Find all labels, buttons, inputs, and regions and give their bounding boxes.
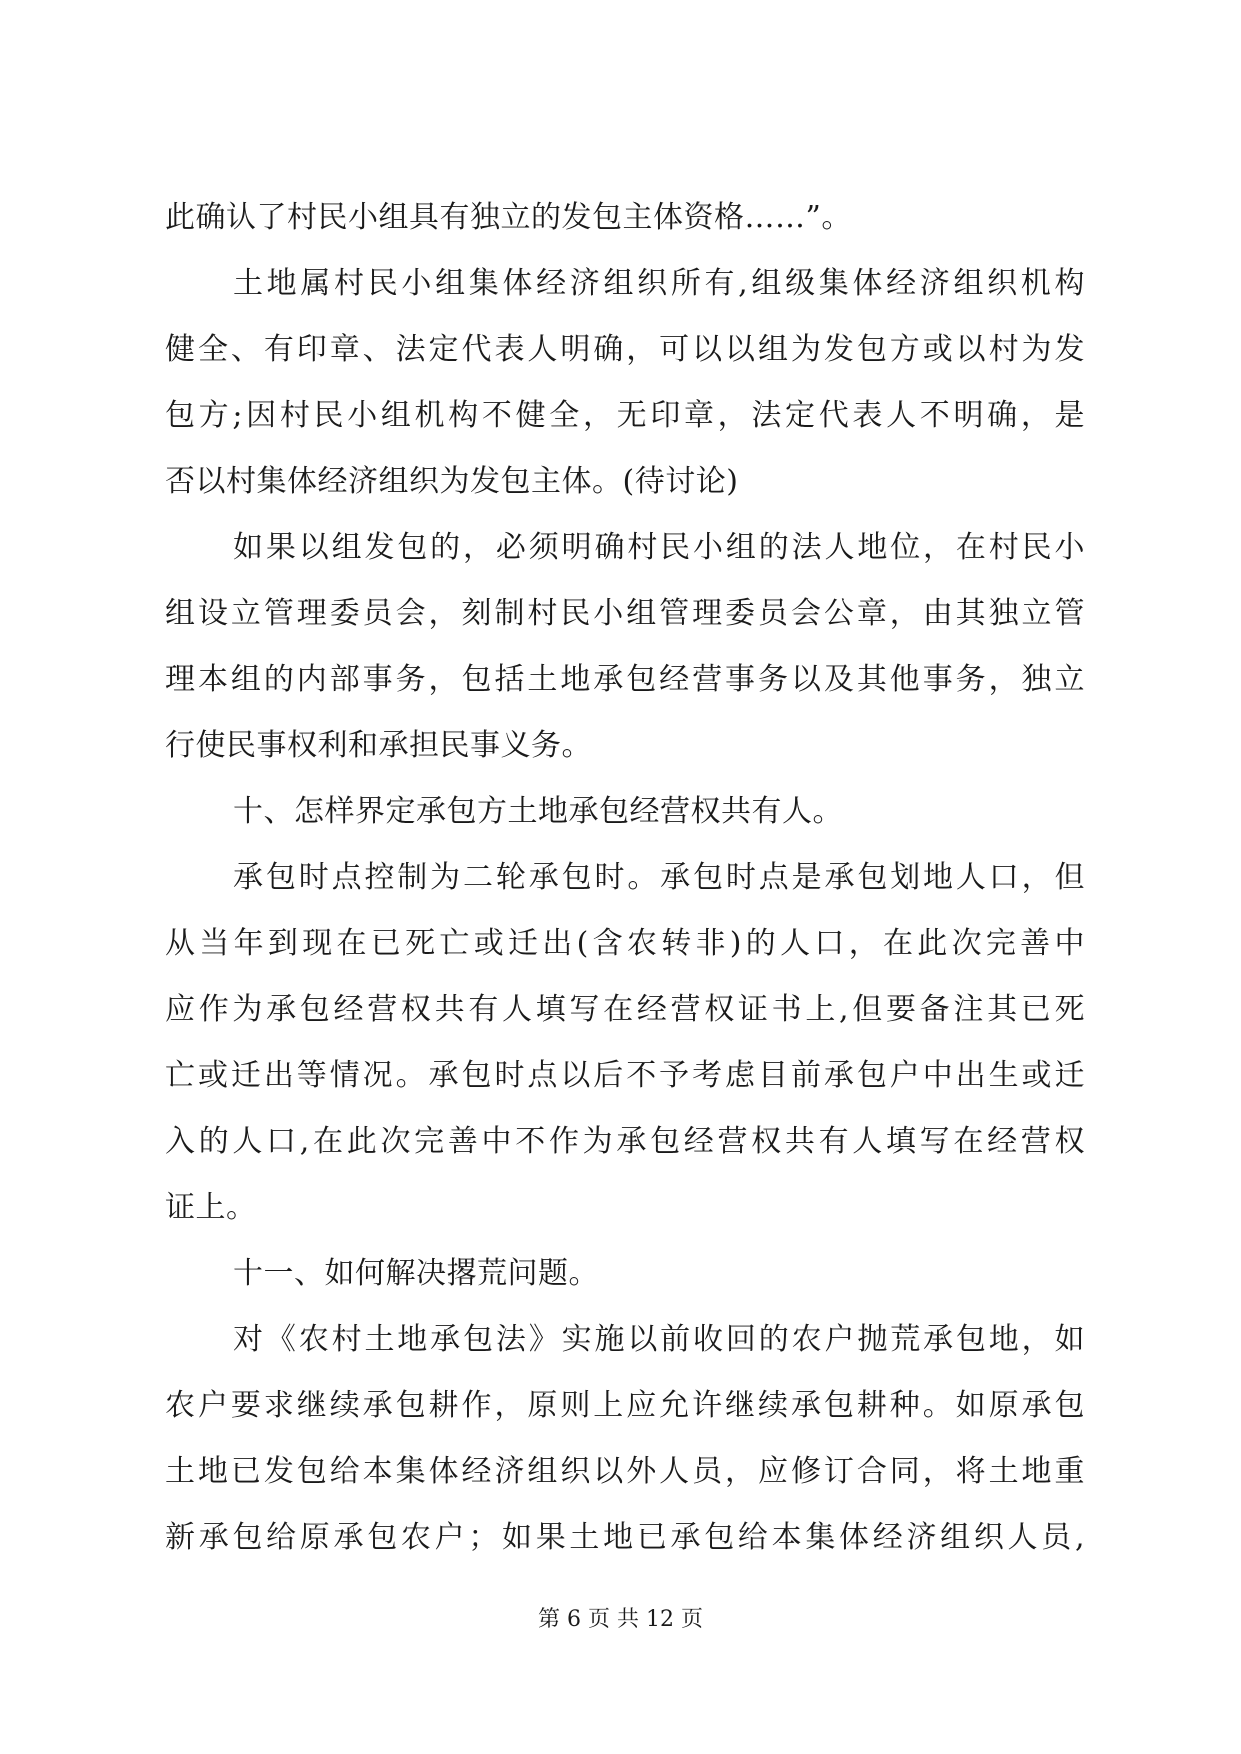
text-line: 此确认了村民小组具有独立的发包主体资格……”。: [165, 200, 852, 235]
text-line: 应作为承包经营权共有人填写在经营权证书上,但要备注其已死: [165, 992, 1085, 1027]
text-line: 从当年到现在已死亡或迁出(含农转非)的人口，在此次完善中: [165, 926, 1085, 961]
text-line: 新承包给原承包农户；如果土地已承包给本集体经济组织人员,: [165, 1520, 1085, 1555]
text-line: 理本组的内部事务，包括土地承包经营事务以及其他事务，独立: [165, 662, 1085, 697]
text-line: 证上。: [165, 1190, 257, 1225]
text-line: 农户要求继续承包耕作，原则上应允许继续承包耕种。如原承包: [165, 1388, 1085, 1423]
text-line: 组设立管理委员会，刻制村民小组管理委员会公章，由其独立管: [165, 596, 1085, 631]
document-body: [165, 196, 1085, 1555]
text-line: 行使民事权利和承担民事义务。: [165, 728, 592, 763]
text-line: 土地已发包给本集体经济组织以外人员，应修订合同，将土地重: [165, 1454, 1085, 1489]
page-number-footer: 第 6 页 共 12 页: [538, 1607, 703, 1632]
text-line: 亡或迁出等情况。承包时点以后不予考虑目前承包户中出生或迁: [165, 1058, 1085, 1093]
section-heading: 十、怎样界定承包方土地承包经营权共有人。: [233, 794, 843, 829]
text-line: 否以村集体经济组织为发包主体。(待讨论): [165, 464, 739, 499]
text-line: 包方;因村民小组机构不健全，无印章，法定代表人不明确，是: [165, 398, 1085, 433]
text-line: 对《农村土地承包法》实施以前收回的农户抛荒承包地，如: [233, 1322, 1085, 1357]
text-line: 土地属村民小组集体经济组织所有,组级集体经济组织机构: [233, 266, 1085, 301]
text-line: 如果以组发包的，必须明确村民小组的法人地位，在村民小: [233, 530, 1085, 565]
text-line: 承包时点控制为二轮承包时。承包时点是承包划地人口，但: [233, 860, 1085, 895]
section-heading: 十一、如何解决撂荒问题。: [233, 1256, 599, 1291]
text-line: 入的人口,在此次完善中不作为承包经营权共有人填写在经营权: [165, 1124, 1085, 1159]
text-line: 健全、有印章、法定代表人明确，可以以组为发包方或以村为发: [165, 332, 1085, 367]
